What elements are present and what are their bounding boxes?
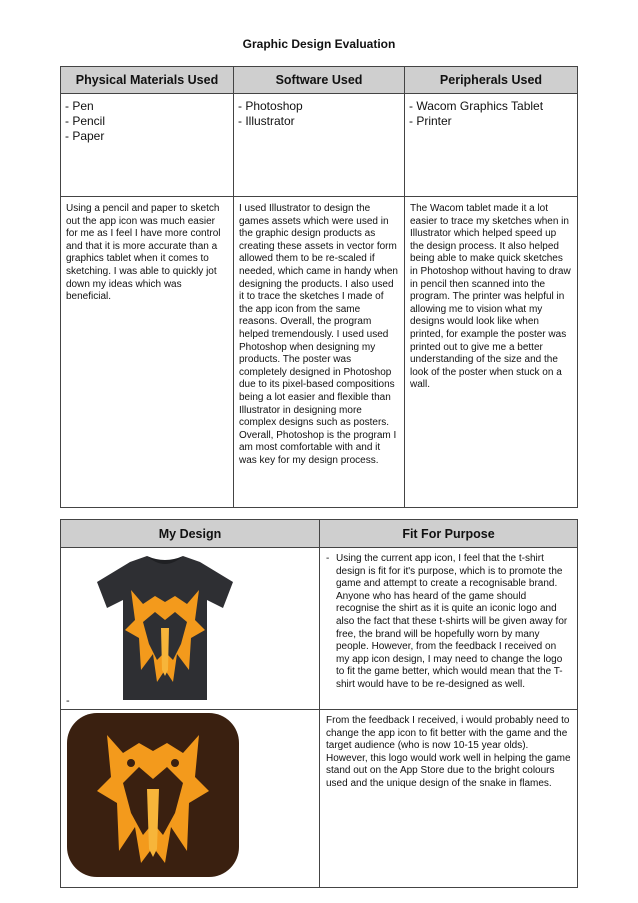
list-item: - Printer — [409, 114, 452, 128]
design-table — [60, 519, 578, 888]
list-item: - Photoshop — [238, 99, 303, 113]
header-software: Software Used — [234, 67, 405, 94]
list-item: - Wacom Graphics Tablet — [409, 99, 544, 113]
bullet-dash: - — [326, 553, 330, 564]
app-icon-fit-text: From the feedback I received, i would probably need to change the app icon to fit better with the game and the target audience (who is now 10-15 year olds). However, this logo would work well in helping the game stand out on the App Store due to the bright colours used and the unique design of the snake in flames. — [320, 710, 578, 888]
tshirt-cell — [61, 548, 320, 710]
header-physical-materials: Physical Materials Used — [61, 67, 234, 94]
peripherals-evaluation: The Wacom tablet made it a lot easier to trace my sketches when in Illustrator which helped speed up the design process. It also helped being able to make quick sketches in Photoshop without having to draw in pencil then scanned into the program. The printer was helpful in allowing me to vision what my designs would look like when printed, for example the poster was printed out to give me a better understanding of the size and the look of the poster when stuck on a wall. — [405, 197, 578, 508]
list-item: - Illustrator — [238, 114, 295, 128]
peripherals-list — [405, 94, 578, 197]
software-list — [234, 94, 405, 197]
materials-table — [60, 66, 578, 508]
materials-evaluation: Using a pencil and paper to sketch out the app icon was much easier for me as I feel I have more control and that it is more accurate than a graphics tablet when it comes to sketching. I was able to quickly jot down my ideas which was beneficial. — [61, 197, 234, 508]
materials-list — [61, 94, 234, 197]
bullet-text: Using the current app icon, I feel that the t-shirt design is fit for it's purpose, which is to promote the game and attempt to create a recognisable brand. Anyone who has heard of the game should recognise the shirt as it is quite an iconic logo and also the fact that these t-shirts will be given away for free, the brand will be hopefully worn by many people. However, from the feedback I received on my app icon design, I may need to change the logo to fit the game better, which would mean that the T-shirt would have to be re-designed as well. — [336, 553, 568, 690]
header-fit-for-purpose: Fit For Purpose — [320, 520, 578, 548]
bullet-item — [326, 553, 571, 692]
list-item: - Pen — [65, 99, 94, 113]
header-peripherals: Peripherals Used — [405, 67, 578, 94]
page-title: Graphic Design Evaluation — [242, 37, 396, 51]
row-marker: - — [66, 695, 70, 707]
software-evaluation: I used Illustrator to design the games assets which were used in the graphic design products as creating these assets in vector form allowed them to be re-scaled if needed, which came in handy when designing the products. I also used it to trace the sketches I made of the app icon from the same reasons. Overall, the program helped tremendously. I used used Photoshop when designing my products. The poster was completely designed in Photoshop due to its pixel-based compositions being a lot easier and flexible than Illustrator in designing more complex designs such as posters. Overall, Photoshop is the program I am most comfortable with and it was key for my design process. — [234, 197, 405, 508]
app-icon-image — [67, 713, 239, 877]
list-item: - Pencil — [65, 114, 106, 128]
tshirt-fit-text — [320, 548, 578, 710]
tshirt-design-image — [75, 552, 255, 702]
header-my-design: My Design — [61, 520, 320, 548]
list-item: - Paper — [65, 129, 105, 143]
app-icon-cell — [61, 710, 320, 888]
